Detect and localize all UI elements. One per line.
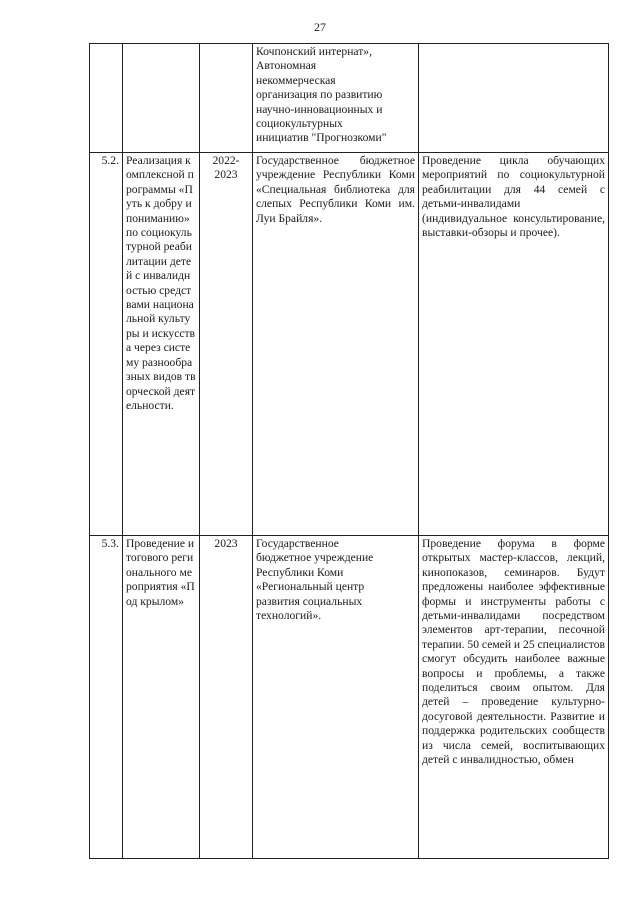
table-row — [90, 44, 609, 153]
row-number-cell: 5.2. — [90, 153, 123, 536]
page-number: 27 — [314, 20, 326, 34]
executor-cell: Государственное бюджетное учреждение Республики Коми «Специальная библиотека для слепых Республики Коми им. Луи Брайля». — [253, 153, 419, 536]
table-row — [90, 536, 609, 859]
row-number-cell — [90, 44, 123, 153]
period-cell: 2023 — [200, 536, 253, 859]
period-cell — [200, 44, 253, 153]
measure-name-cell: Реализация комплексной программы «Путь к добру и пониманию» по социокультурной реабилитации детей с инвалидностью средствами национальной культуры и искусства через систему разнообразных видов творческой деятельности. — [123, 153, 200, 536]
measures-table — [89, 43, 609, 859]
executor-cell: Государственное бюджетное учреждение Республики Коми «Региональный центр развития социальных технологий». — [253, 536, 419, 859]
result-cell — [419, 44, 609, 153]
executor-cell: Кочпонский интернат», Автономная некоммерческая организация по развитию научно-инновационных и социокультурных инициатив "Прогнозкоми" — [253, 44, 419, 153]
row-number-cell: 5.3. — [90, 536, 123, 859]
measure-name-cell: Проведение итогового регионального мероприятия «Под крылом» — [123, 536, 200, 859]
result-cell: Проведение цикла обучающих мероприятий по социокультурной реабилитации для 44 семей с детьми-инвалидами (индивидуальное консультирование, выставки-обзоры и прочее). — [419, 153, 609, 536]
period-cell: 2022- 2023 — [200, 153, 253, 536]
measure-name-cell — [123, 44, 200, 153]
table-row — [90, 153, 609, 536]
result-cell: Проведение форума в форме открытых мастер-классов, лекций, кинопоказов, семинаров. Будут предложены наиболее эффективные формы и инструменты работы с детьми-инвалидами посредством элементов арт-терапии, песочной терапии. 50 семей и 25 специалистов смогут обсудить наиболее важные вопросы и проблемы, а также поделиться своим опытом. Для детей – проведение культурно-досуговой деятельности. Развитие и поддержка родительских сообществ из числа семей, воспитывающих детей с инвалидностью, обмен — [419, 536, 609, 859]
